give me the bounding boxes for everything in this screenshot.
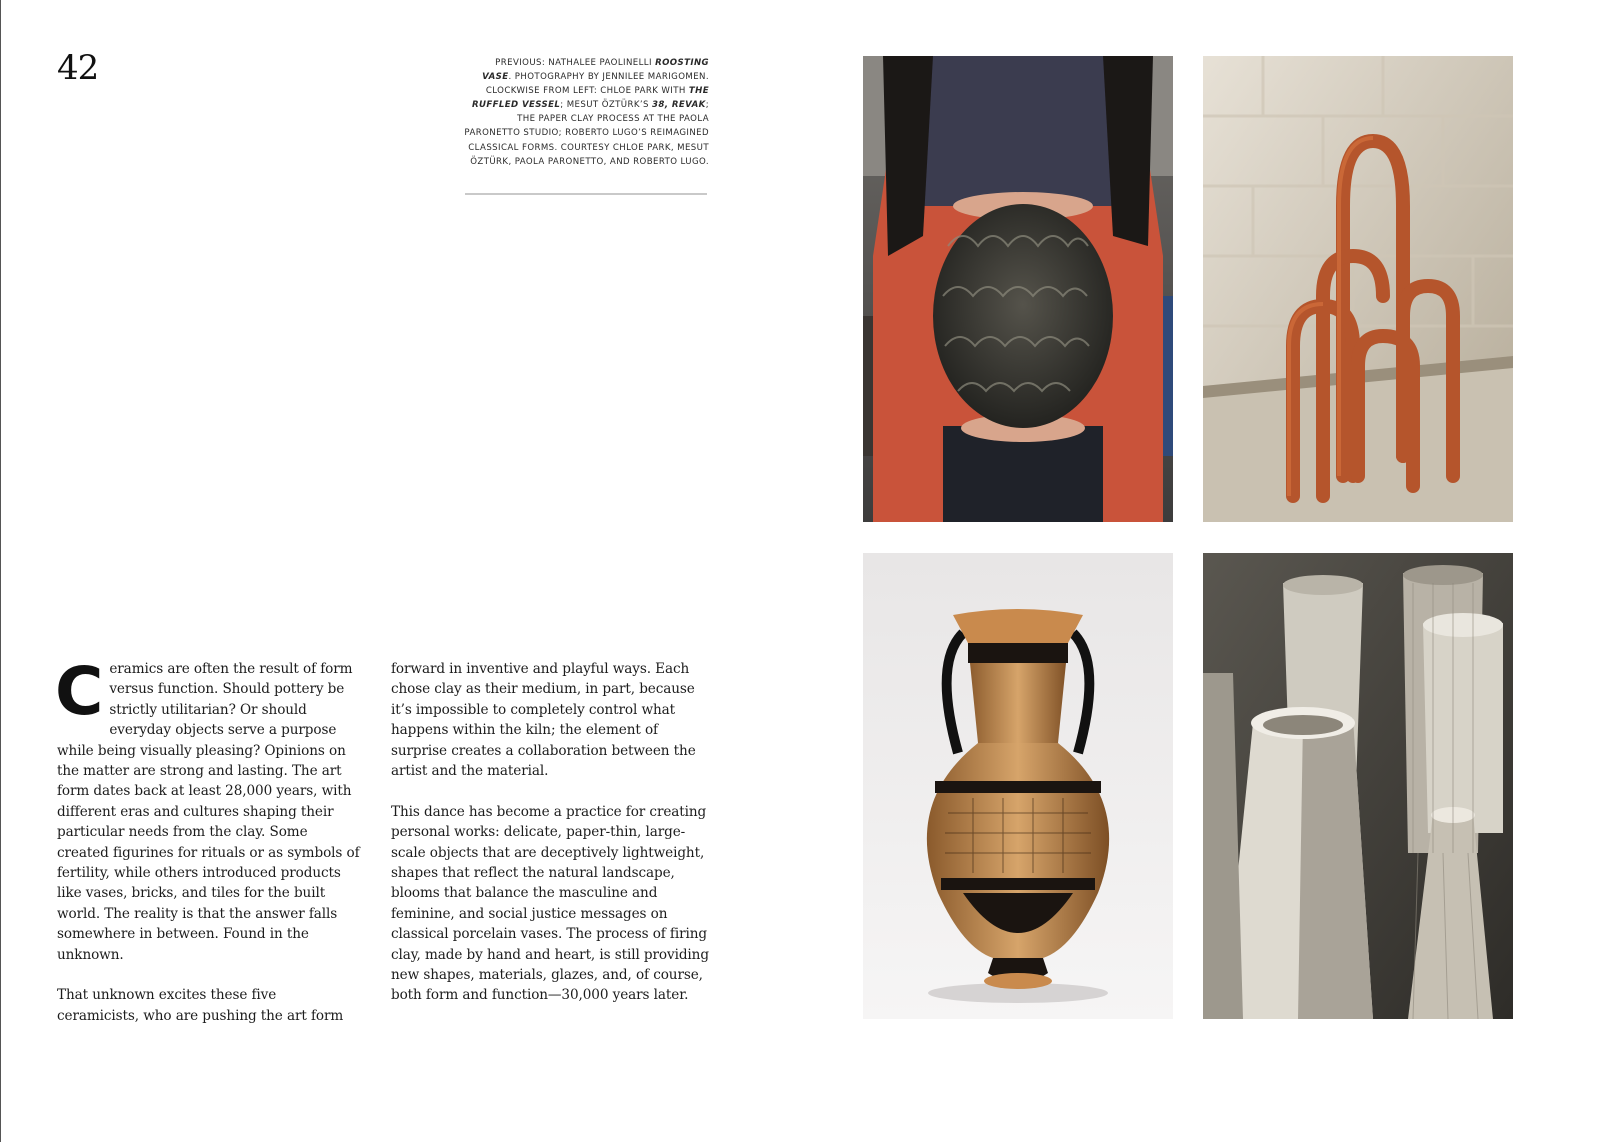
photo-mesut-ozturk-revak [1203,56,1513,522]
article-column-2 [391,659,711,1006]
article-paragraph: That unknown excites these five ceramicists, who are pushing the art form [57,987,344,1024]
page-number: 42 [57,48,99,88]
article-paragraph: This dance has become a practice for creating personal works: delicate, paper-thin, large-scale objects that are deceptively lightweight, shapes that reflect the natural landscape, blooms that balance the masculine and feminine, and social justice messages on classical porcelain vases. The process of firing clay, made by hand and heart, is still providing new shapes, materials, glazes, and, of course, both form and function—30,000 years later. [391,803,709,1004]
article-paragraph [55,653,362,965]
caption-text: PREVIOUS: NATHALEE PAOLINELLI [495,58,656,68]
caption-divider [465,193,707,195]
photo-caption [463,56,709,169]
photo-classical-vase-graphic [863,553,1173,1019]
photo-chloe-park-ruffled-vessel [863,56,1173,522]
article-column-1 [55,653,362,1026]
photo-ruffled-vessel-graphic [863,56,1173,522]
caption-title-ruffled-vessel: THE RUFFLED VESSEL [471,86,709,111]
page-edge-rule [0,0,1,1142]
caption-text: ; MESUT ÖZTÜRK’S [560,100,653,111]
photo-paola-paronetto-studio [1203,553,1513,1019]
drop-cap: C [55,653,104,730]
paragraph-text: eramics are often the result of form versus function. Should pottery be strictly utilitarian? Or should everyday objects serve a purpose while being visually pleasing? Opinions on the matter are strong and lasting. The art form dates back at least 28,000 years, with different eras and cultures shaping their particular needs from the clay. Some created figurines for rituals or as symbols of fertility, while others introduced products like vases, bricks, and tiles for the built world. The reality is that the answer falls somewhere in between. Found in the unknown. [57,661,360,963]
photo-roberto-lugo-vase [863,553,1173,1019]
caption-title-revak: 38, REVAK [652,100,706,111]
photo-revak-graphic [1203,56,1513,522]
article-paragraph: forward in inventive and playful ways. Each chose clay as their medium, in part, because it’s impossible to completely control what happens within the kiln; the element of surprise creates a collaboration between the artist and the material. [391,661,696,780]
caption-text: . PHOTOGRAPHY BY JENNILEE MARIGOMEN. CLOCKWISE FROM LEFT: CHLOE PARK WITH [485,72,709,97]
photo-paper-clay-graphic [1203,553,1513,1019]
caption-title-roosting-vase: ROOSTING VASE [482,58,709,83]
caption-text: ; THE PAPER CLAY PROCESS AT THE PAOLA PARONETTO STUDIO; ROBERTO LUGO’S REIMAGINED CLASSICAL FORMS. COURTESY CHLOE PARK, MESUT ÖZTÜRK, PAOLA PARONETTO, AND ROBERTO LUGO. [464,100,709,167]
